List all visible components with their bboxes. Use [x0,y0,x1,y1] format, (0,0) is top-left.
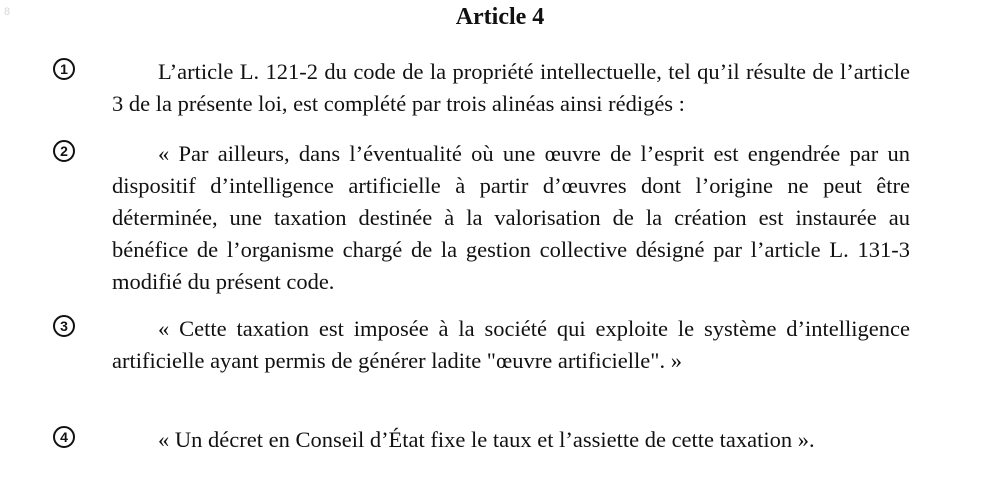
paragraph-number-badge: 3 [53,315,75,337]
paragraph-text: « Par ailleurs, dans l’éventualité où une œuvre de l’esprit est engendrée par un dispositif d’intelligence artificielle à partir d’œuvres dont l’origine ne peut être déterminée, une taxation destinée à la valorisation de la création est instaurée au bénéfice de l’organisme chargé de la gestion collective désigné par l’article L. 131-3 modifié du présent code. [112,141,910,294]
paragraph-text: « Cette taxation est imposée à la société qui exploite le système d’intelligence artificielle ayant permis de générer ladite "œuvre artificielle". » [112,316,910,373]
paragraph-text: L’article L. 121-2 du code de la propriété intellectuelle, tel qu’il résulte de l’article 3 de la présente loi, est complété par trois alinéas ainsi rédigés : [112,59,910,116]
paragraph-number-badge: 4 [53,426,75,448]
paragraph-number-badge: 2 [53,140,75,162]
article-title: Article 4 [455,4,545,30]
paragraph-text: « Un décret en Conseil d’État fixe le taux et l’assiette de cette taxation ». [158,427,815,452]
page-marker: 8 [4,6,11,18]
paragraph-number-badge: 1 [53,58,75,80]
